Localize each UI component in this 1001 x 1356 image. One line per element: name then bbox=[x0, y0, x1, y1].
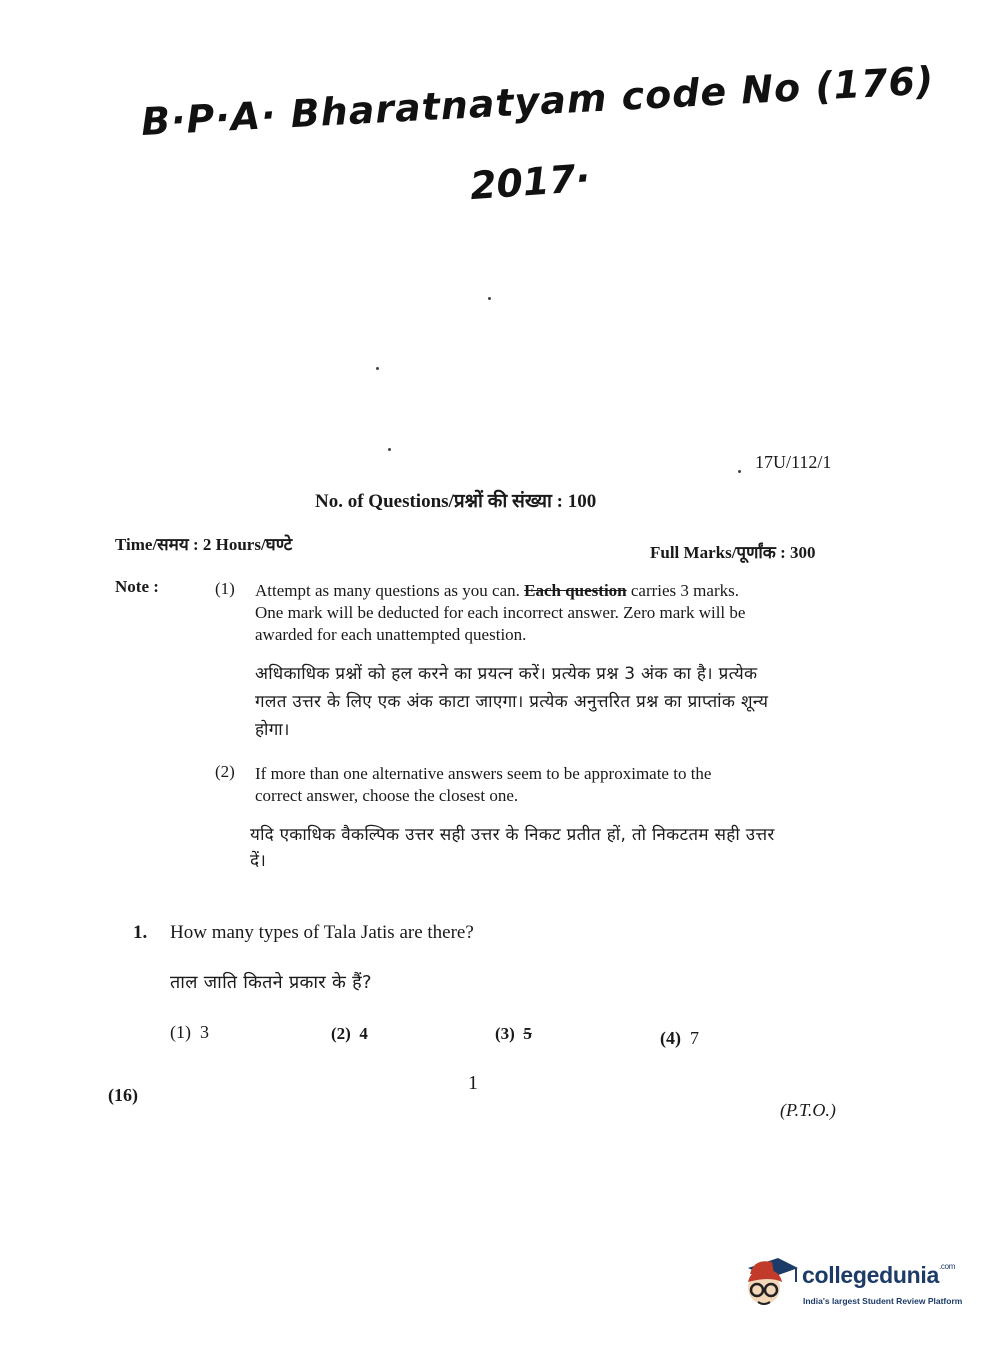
brand-name: collegedunia$^{.com}$ bbox=[802, 1262, 956, 1288]
number-of-questions: No. of Questions/प्रश्नों की संख्या : 100 bbox=[315, 491, 597, 512]
note-item-1-hindi bbox=[255, 660, 855, 744]
note-item-1-hindi-line-3: होगा। bbox=[255, 720, 290, 740]
note-item-2-hindi bbox=[250, 822, 855, 874]
note-item-1-hindi-line-2: गलत उत्तर के लिए एक अंक काटा जाएगा। प्रत्येक अनुत्तरित प्रश्न का प्राप्तांक शून्य bbox=[255, 692, 769, 712]
option-2-value: 4 bbox=[359, 1024, 368, 1043]
note-item-2-english-line-1: If more than one alternative answers seem to be approximate to the bbox=[255, 764, 712, 783]
option-1-number: (1) bbox=[170, 1022, 191, 1042]
option-3-number: (3) bbox=[495, 1024, 515, 1043]
speck bbox=[738, 470, 741, 473]
time-allowed: Time/समय : 2 Hours/घण्टे bbox=[115, 535, 293, 554]
question-text-hindi: ताल जाति कितने प्रकार के हैं? bbox=[170, 972, 372, 993]
note-item-2-hindi-line-2: दें। bbox=[250, 851, 267, 871]
note-item-1-english-line-3: awarded for each unattempted question. bbox=[255, 625, 527, 644]
handwritten-line-1: B·P·A· Bharatnatyam code No (176) bbox=[140, 58, 936, 144]
note-item-2-english-line-2: correct answer, choose the closest one. bbox=[255, 786, 519, 805]
note-item-1-english bbox=[255, 580, 855, 646]
note-item-1-number: (1) bbox=[215, 579, 235, 598]
option-3-value: 5 bbox=[523, 1024, 532, 1043]
note-item-2-english bbox=[255, 763, 855, 807]
page-number: 1 bbox=[468, 1072, 478, 1094]
brand-tagline: India's largest Student Review Platform bbox=[803, 1296, 963, 1306]
option-3 bbox=[495, 1024, 532, 1044]
note-label: Note : bbox=[115, 577, 159, 596]
speck bbox=[488, 297, 491, 300]
question-number: 1. bbox=[133, 922, 148, 943]
option-4 bbox=[660, 1028, 699, 1049]
note-item-2-hindi-line-1: यदि एकाधिक वैकल्पिक उत्तर सही उत्तर के निकट प्रतीत हों, तो निकटतम सही उत्तर bbox=[250, 825, 775, 845]
note-item-1-hindi-line-1: अधिकाधिक प्रश्नों को हल करने का प्रयत्न करें। प्रत्येक प्रश्न 3 अंक का है। प्रत्येक bbox=[255, 664, 758, 684]
option-4-value: 7 bbox=[690, 1028, 699, 1048]
option-2-number: (2) bbox=[331, 1024, 351, 1043]
note-item-1-english-line-2: One mark will be deducted for each incorrect answer. Zero mark will be bbox=[255, 603, 746, 622]
pto-marker: (P.T.O.) bbox=[780, 1100, 836, 1120]
footer-left-code: (16) bbox=[108, 1085, 138, 1105]
option-1-value: 3 bbox=[200, 1022, 209, 1042]
option-2 bbox=[331, 1024, 368, 1044]
handwritten-title bbox=[140, 58, 935, 144]
handwritten-year bbox=[469, 156, 592, 208]
full-marks: Full Marks/पूर्णांक : 300 bbox=[650, 543, 816, 562]
speck bbox=[388, 448, 391, 451]
option-4-number: (4) bbox=[660, 1028, 681, 1048]
note-item-2-number: (2) bbox=[215, 762, 235, 781]
handwritten-line-2: 2017· bbox=[468, 155, 592, 209]
paper-code: 17U/112/1 bbox=[755, 452, 832, 472]
collegedunia-watermark bbox=[740, 1252, 980, 1312]
note-item-1-english-line-1: Attempt as many questions as you can. Each question carries 3 marks. bbox=[255, 581, 739, 600]
question-text-english: How many types of Tala Jatis are there? bbox=[170, 922, 474, 943]
mascot-icon bbox=[740, 1252, 800, 1312]
option-1 bbox=[170, 1022, 209, 1043]
speck bbox=[376, 367, 379, 370]
